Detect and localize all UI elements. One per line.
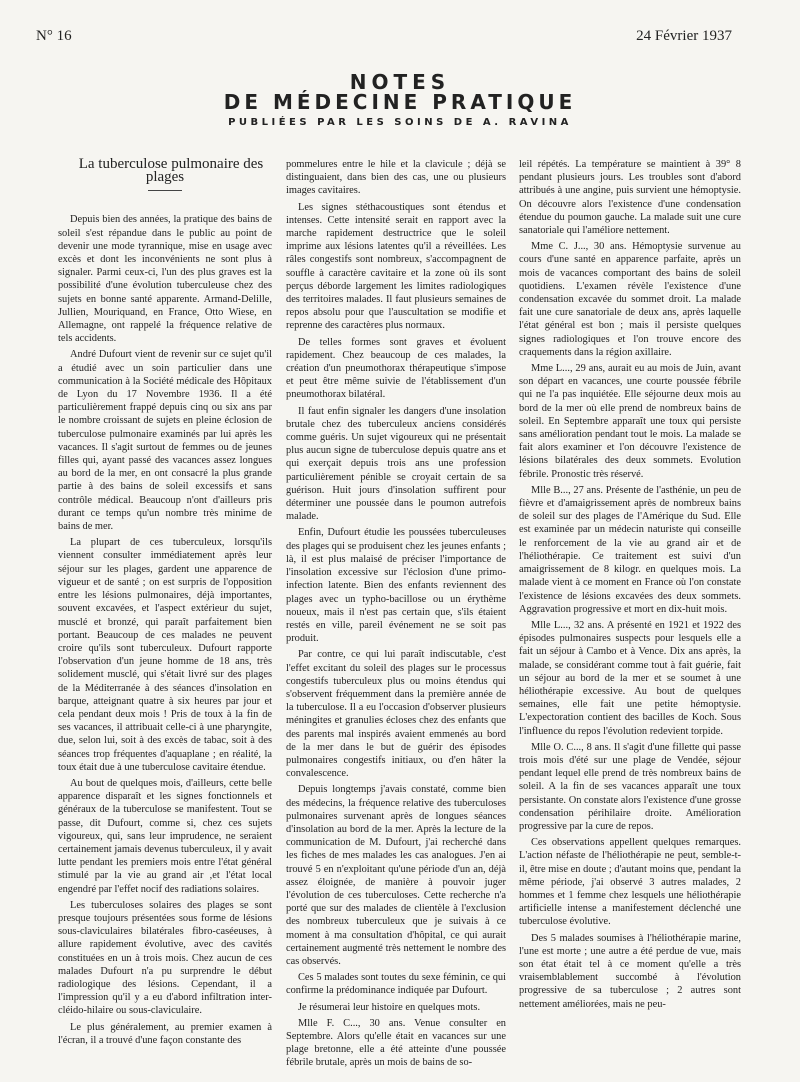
article-column-2 xyxy=(286,158,506,1073)
masthead-title-line1: NOTES xyxy=(349,70,451,94)
paragraph: Depuis bien des années, la pratique des bains de soleil s'est répandue dans le public au point de devenir une mode tyrannique, mise en usage avec excès et dont les inconvénients ne sont plus à signaler. Parmi ceux-ci, l'un des plus graves est la possibilité d'une évolution tuberculeuse chez des sujets en bonne santé apparente. Armand-Delille, Jullien, Mouriquand, en France, Otto Wiese, en Allemagne, ont rappelé la fréquence relative de tels accidents. xyxy=(58,214,272,345)
issue-number: N° 16 xyxy=(36,28,72,44)
masthead-title-line2: DE MÉDECINE PRATIQUE xyxy=(223,90,577,114)
masthead-subtitle: PUBLIÉES PAR LES SOINS DE A. RAVINA xyxy=(228,117,572,128)
paragraph: Enfin, Dufourt étudie les poussées tuberculeuses des plages qui se produisent chez les jeunes enfants ; là, il est plus malaisé de préciser l'importance de l'insolation excessive sur l'éclosion d'une primo-infection latente. Bien des enfants reviennent des plages avec un typho-bacillose ou un érythème noueux, mais il n'est pas certain que, s'ils étaient restés en ville, pareil événement ne se soit pas produit. xyxy=(286,527,506,645)
paragraph: Mme C. J..., 30 ans. Hémoptysie survenue au cours d'une santé en apparence parfaite, après un mois de vacances comportant des bains de soleil quotidiens. L'examen révèle l'existence d'une condensation excavée du sommet droit. La malade fait une cure sanatoriale de deux ans, après laquelle l'état général est bon ; mais il persiste quelques signes radiologiques et l'on trouve encore des craquements dans la région axillaire. xyxy=(519,241,741,358)
paragraph: Le plus généralement, au premier examen à l'écran, il a trouvé d'une façon constante des xyxy=(58,1021,272,1046)
paragraph: pommelures entre le hile et la clavicule ; déjà se distinguaient, dans bien des cas, une ou plusieurs images cavitaires. xyxy=(286,159,506,197)
paragraph: Depuis longtemps j'avais constaté, comme bien des médecins, la fréquence relative des tuberculoses pulmonaires survenant après de longues séances d'insolation au bord de la mer. Après la lecture de la communication de M. Dufourt, j'ai recherché dans les fiches de mes malades les cas analogues. J'en ai trouvé 5 en n'exploitant qu'une période d'un an, déjà assez éloignée, de manière à pouvoir juger l'évolution de ces tuberculoses. Cette recherche n'a porté que sur des malades de clientèle à l'exclusion des nombreux tuberculeux que je suivais à ce moment à ma consultation d'hôpital, ce qui aurait certainement augmenté très nettement le nombre des cas observés. xyxy=(286,784,506,967)
paragraph: Mlle L..., 32 ans. A présenté en 1921 et 1922 des épisodes pulmonaires suspects pour lesquels elle a fait un séjour à Cambo et à Vence. Dix ans après, la malade, se considérant comme tout à fait guérie, fait un séjour au bord de la mer et se soumet à une héliothérapie excessive. Au bout de quelques semaines, elle fait une petite hémoptysie. L'expectoration contient des bacilles de Koch. Sous l'influence du repos l'évolution redevient torpide. xyxy=(519,619,741,737)
paragraph: André Dufourt vient de revenir sur ce sujet qu'il a étudié avec un soin particulier dans une communication à la Société médicale des Hôpitaux de Lyon du 17 Novembre 1936. Il a été particulièrement frappé depuis cinq ou six ans par le nombre croissant de sujets en pleine éclosion de tuberculose pulmonaire examinés par lui après les vacances. Il s'agit surtout de femmes ou de jeunes filles qui, ayant passé des vacances assez longues au bord de la mer, en ont consacré la plus grande partie à des bains de soleil excessifs et sans contrôle médical. Beaucoup n'ont d'ailleurs pris durant ce temps qu'un nombre très minime de bains de mer. xyxy=(58,349,272,533)
paragraph: Ces observations appellent quelques remarques. L'action néfaste de l'héliothérapie ne peut, semble-t-il, être mise en doute ; d'autant moins que, pendant la même période, j'ai observé 3 autres malades, 2 hommes et 1 femme chez lesquels une héliothérapie artificielle intense a manifestement déclenché une tuberculose évolutive. xyxy=(519,837,741,928)
paragraph: Par contre, ce qui lui paraît indiscutable, c'est l'effet excitant du soleil des plages sur le processus congestifs tuberculeux plus ou moins étendus qui s'observent fréquemment dans la première année de la tuberculose. Il a eu l'occasion d'observer plusieurs méningites et granulies écloses chez des enfants que des parents mal inspirés avaient emmenés au bord de la mer dans le but de guérir des épisodes pulmonaires congestifs initiaux, ou d'en hâter la convalescence. xyxy=(286,649,506,780)
paragraph: La plupart de ces tuberculeux, lorsqu'ils viennent consulter immédiatement après leur séjour sur les plages, gardent une apparence de vigueur et de santé ; on est surpris de l'opposition entre les lésions pulmonaires, déjà importantes, souvent excavées, et l'aspect extérieur du sujet, musclé et bronzé, qui paraît parfaitement bien portant. Beaucoup de ces malades ne peuvent croire qu'ils sont tuberculeux. Dufourt rapporte l'observation d'un jeune homme de 18 ans, très solidement musclé, qui s'était livré sur des plages de la Méditerranée à des séances d'insolation en barque, atteignant quatre à six heures par jour et cela pendant deux mois ! Pris de toux à la fin de ses vacances, il attribuait celle-ci à une pharyngite, due, selon lui, soit à des excès de tabac, soit à des séances trop fréquentes d'aquaplane ; en réalité, la toux était due à une tuberculose cavitaire étendue. xyxy=(58,537,272,773)
article-column-1 xyxy=(58,158,272,1050)
paragraph: Les signes stéthacoustiques sont étendus et intenses. Cette intensité serait en rapport avec la marche rapidement destructrice que le soleil imprime aux lésions latentes qu'il a réveillées. Les râles congestifs sont nombreux, s'accompagnent de souffle à caractère cavitaire et la zone où ils sont perçus déborde largement les limites radiologiques des territoires malades. Il faut plusieurs semaines de repos absolu pour que l'auscultation se modifie et reprenne des caractères plus normaux. xyxy=(286,201,506,332)
paragraph: Les tuberculoses solaires des plages se sont presque toujours présentées sous forme de lésions sous-claviculaires bilatérales fibro-caséeuses, à allure rapidement évolutive, avec des cavités constituées en un à trois mois. Chez aucun de ces malades Dufourt n'a pu surprendre le début radiologique des lésions. Cependant, il a l'impression qu'il y a eu d'abord infiltration inter-cléido-hilaire ou sous-claviculaire. xyxy=(58,899,272,1017)
paragraph: Mlle O. C..., 8 ans. Il s'agit d'une fillette qui passe trois mois d'été sur une plage de Vendée, séjour pendant lequel elle prend de très nombreux bains de soleil. A la fin de ses vacances apparaît une toux persistante. On constate alors l'existence d'une grosse condensation périhilaire droite. Amélioration progressive par la cure de repos. xyxy=(519,741,741,832)
article-column-3 xyxy=(519,158,741,1014)
paragraph: Je résumerai leur histoire en quelques mots. xyxy=(298,1001,481,1013)
issue-date: 24 Février 1937 xyxy=(636,28,732,44)
paragraph: Mlle B..., 27 ans. Présente de l'asthénie, un peu de fièvre et d'amaigrissement après de nombreux bains de soleil sur des plages de l'Amérique du Sud. Elle est examinée par un médecin naturiste qui conseille le renforcement de la vie au grand air et de l'héliothérapie. Ce traitement est suivi d'un amaigrissement de 8 kilogr. en quelques mois. La malade vient à ce moment en France où l'on constate l'existence de lésions excavées des deux sommets. Aggravation progressive et mort en dix-huit mois. xyxy=(519,484,741,615)
paragraph: Mme L..., 29 ans, aurait eu au mois de Juin, avant son départ en vacances, une courte poussée fébrile qui ne l'a pas inquiétée. Elle séjourne deux mois au bord de la mer où elle prend de nombreux bains de soleil. En Septembre apparaît une toux qui persiste sans amélioration pendant tout le mois. La malade se fait alors examiner et l'on découvre l'existence de lésions bilatérales des deux sommets. Evolution fébrile. Pronostic très réservé. xyxy=(519,363,741,480)
paragraph: Au bout de quelques mois, d'ailleurs, cette belle apparence disparaît et les signes fonctionnels et généraux de la tuberculose se manifestent. Tout se passe, dit Dufourt, comme si, chez ces sujets vigoureux, qui, sans leur imprudence, ne seraient certainement jamais devenus tuberculeux, il y avait lutte pendant les premiers mois entre l'état général stimulé par la vie au grand air ,et l'état local engendré par l'effet nocif des radiations solaires. xyxy=(58,777,272,895)
paragraph: De telles formes sont graves et évoluent rapidement. Chez beaucoup de ces malades, la création d'un pneumothorax thérapeutique s'impose et peut être même suivie de l'établissement d'un pneumothorax bilatéral. xyxy=(286,336,506,401)
paragraph: Il faut enfin signaler les dangers d'une insolation brutale chez des tuberculeux anciens considérés comme guéris. Un sujet vigoureux qui ne présentait plus aucun signe de tuberculose depuis quatre ans et qui exerçait depuis trois ans une profession particulièrement pénible se croyait certain de sa guérison. Huit jours d'insolation suffirent pour déterminer une poussée dans le poumon autrefois malade. xyxy=(286,405,506,523)
paragraph: Des 5 malades soumises à l'héliothérapie marine, l'une est morte ; une autre a été perdue de vue, mais son état était tel à ce moment qu'elle a très vraisemblablement succombé à l'évolution progressive de sa tuberculose ; 2 autres sont nettement améliorées, mais ne peu- xyxy=(519,932,741,1010)
article-title: La tuberculose pulmonaire des plages xyxy=(78,156,264,186)
paragraph: Ces 5 malades sont toutes du sexe féminin, ce qui confirme la prédominance indiquée par Dufourt. xyxy=(286,972,506,997)
paragraph: Mlle F. C..., 30 ans. Venue consulter en Septembre. Alors qu'elle était en vacances sur une plage bretonne, elle a été atteinte d'une poussée fébrile brutale, après un mois de bains de so- xyxy=(286,1017,506,1069)
paragraph: leil répétés. La température se maintient à 39° 8 pendant plusieurs jours. Les troubles sont d'abord attribués à une angine, puis survient une hémoptysie. On découvre alors l'existence d'une condensation étendue du poumon gauche. La malade suit une cure sanatoriale qui l'améliore nettement. xyxy=(519,159,741,237)
title-separator xyxy=(148,190,182,191)
